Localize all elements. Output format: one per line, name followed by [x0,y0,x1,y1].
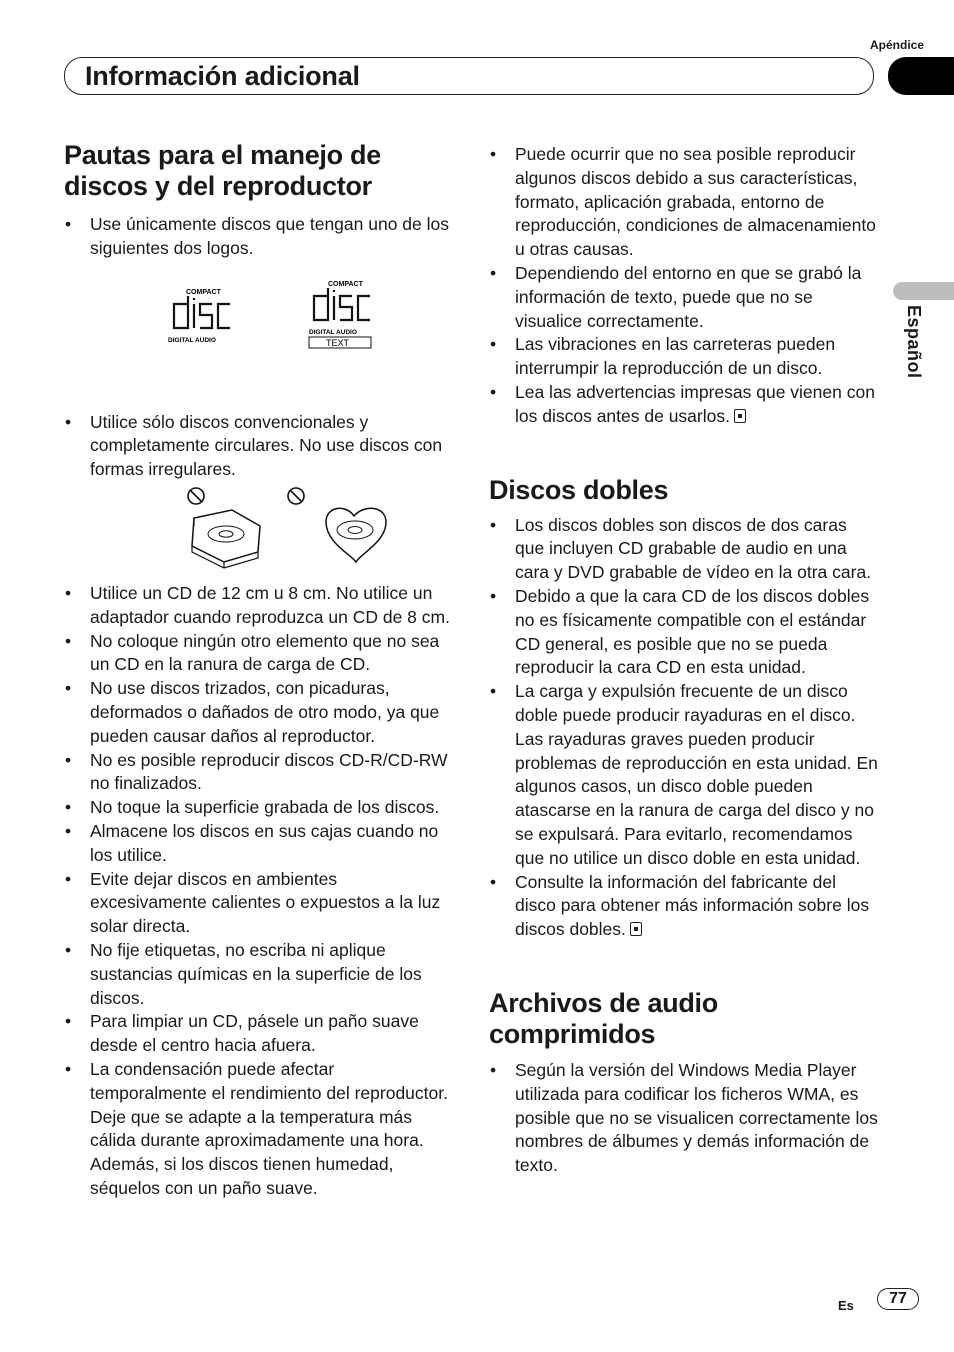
list-item [489,871,879,942]
chapter-label: Apéndice [869,38,924,52]
heart-disc-icon [326,508,386,562]
logo-text-badge: TEXT [326,337,350,348]
list-item-text: Lea las advertencias impresas que vienen con los discos antes de usarlos. [515,381,875,426]
section-header [64,57,874,95]
irregular-discs-figure [64,482,454,582]
list-item: • Evite dejar discos en ambientes excesivamente calientes o expuestos a la luz solar directa. [64,868,454,939]
intro-list [64,213,454,261]
right-column [489,143,879,1178]
compressed-audio-title: Archivos de audio comprimidos [489,987,718,1049]
list-item: • No use discos trizados, con picaduras, deformados o dañados de otro modo, ya que pueden causar daños al reproductor. [64,677,454,748]
logo-bottom-text: DIGITAL AUDIO [168,336,216,344]
list-item: • No es posible reproducir discos CD-R/CD-RW no finalizados. [64,749,454,797]
list-item: • Los discos dobles son discos de dos caras que incluyen CD grabable de audio en una cara y DVD grabable de vídeo en la otra cara. [489,514,879,585]
section-title: Información adicional [85,61,360,91]
language-tab: Español [904,305,924,379]
dual-discs-title: Discos dobles [489,474,669,505]
list-item: • Almacene los discos en sus cajas cuando no los utilice. [64,820,454,868]
list-item: • Use únicamente discos que tengan uno de los siguientes dos logos. [64,213,454,261]
list-item: • Utilice un CD de 12 cm u 8 cm. No utilice un adaptador cuando reproduzca un CD de 8 cm. [64,582,454,630]
list-item: • Puede ocurrir que no sea posible reproducir algunos discos debido a sus características, formato, aplicación grabada, entorno de reproducción, condiciones de almacenamiento u otras causas. [489,143,879,262]
language-code: Es [838,1298,854,1313]
handling-list [64,582,454,1201]
list-item-text: Consulte la información del fabricante del disco para obtener más información sobre los discos dobles. [515,871,870,940]
compact-disc-logo [168,289,230,344]
list-item: • Debido a que la cara CD de los discos dobles no es físicamente compatible con el estándar CD general, es posible que no se pueda reproducir la cara CD en esta unidad. [489,585,879,680]
left-column [64,140,454,1201]
disc-logos [64,261,454,411]
list-item: • La condensación puede afectar temporalmente el rendimiento del reproductor. Deje que se adapte a la temperatura más cálida durante aproximadamente una hora. Además, si los discos tienen humedad, séquelos con un paño suave. [64,1058,454,1201]
list-item: • No fije etiquetas, no escriba ni aplique sustancias químicas en la superficie de los discos. [64,939,454,1010]
compact-disc-text-logo [309,281,371,348]
continued-list [489,143,879,429]
handling-title: Pautas para el manejo de discos y del reproductor [64,140,381,201]
logo-top-text: COMPACT [186,288,221,296]
list-item: • Para limpiar un CD, pásele un paño suave desde el centro hacia afuera. [64,1010,454,1058]
list-item: • Dependiendo del entorno en que se grabó la información de texto, puede que no se visualice correctamente. [489,262,879,333]
logo-top-text: COMPACT [328,280,363,288]
chapter-tab [888,57,954,95]
logo-bottom-text: DIGITAL AUDIO [309,328,357,336]
list-item: • No toque la superficie grabada de los discos. [64,796,454,820]
list-item: • Utilice sólo discos convencionales y completamente circulares. No use discos con formas irregulares. [64,411,454,482]
dual-discs-list [489,514,879,942]
prohibited-icon [288,488,304,504]
list-item: • No coloque ningún otro elemento que no sea un CD en la ranura de carga de CD. [64,630,454,678]
end-mark-icon [630,922,642,936]
page-number: 77 [877,1288,919,1310]
list-item [489,381,879,429]
list-item: • Las vibraciones en las carreteras pueden interrumpir la reproducción de un disco. [489,333,879,381]
octagon-disc-icon [192,510,260,568]
compressed-audio-list [489,1059,879,1178]
end-mark-icon [734,409,746,423]
list-item: • La carga y expulsión frecuente de un disco doble puede producir rayaduras en el disco. Las rayaduras graves pueden producir problemas de reproducción en esta unidad. En algunos casos, un disco doble pueden atascarse en la ranura de carga del disco y no se expulsará. Para evitarlo, recomendamos que no utilice un disco doble en esta unidad. [489,680,879,870]
list-item: • Según la versión del Windows Media Player utilizada para codificar los ficheros WMA, es posible que no se visualicen correctamente los nombres de álbumes y demás información de texto. [489,1059,879,1178]
shape-list [64,411,454,482]
language-tab-marker [893,282,954,300]
disc-logos-graphic [64,261,454,411]
prohibited-icon [188,488,204,504]
